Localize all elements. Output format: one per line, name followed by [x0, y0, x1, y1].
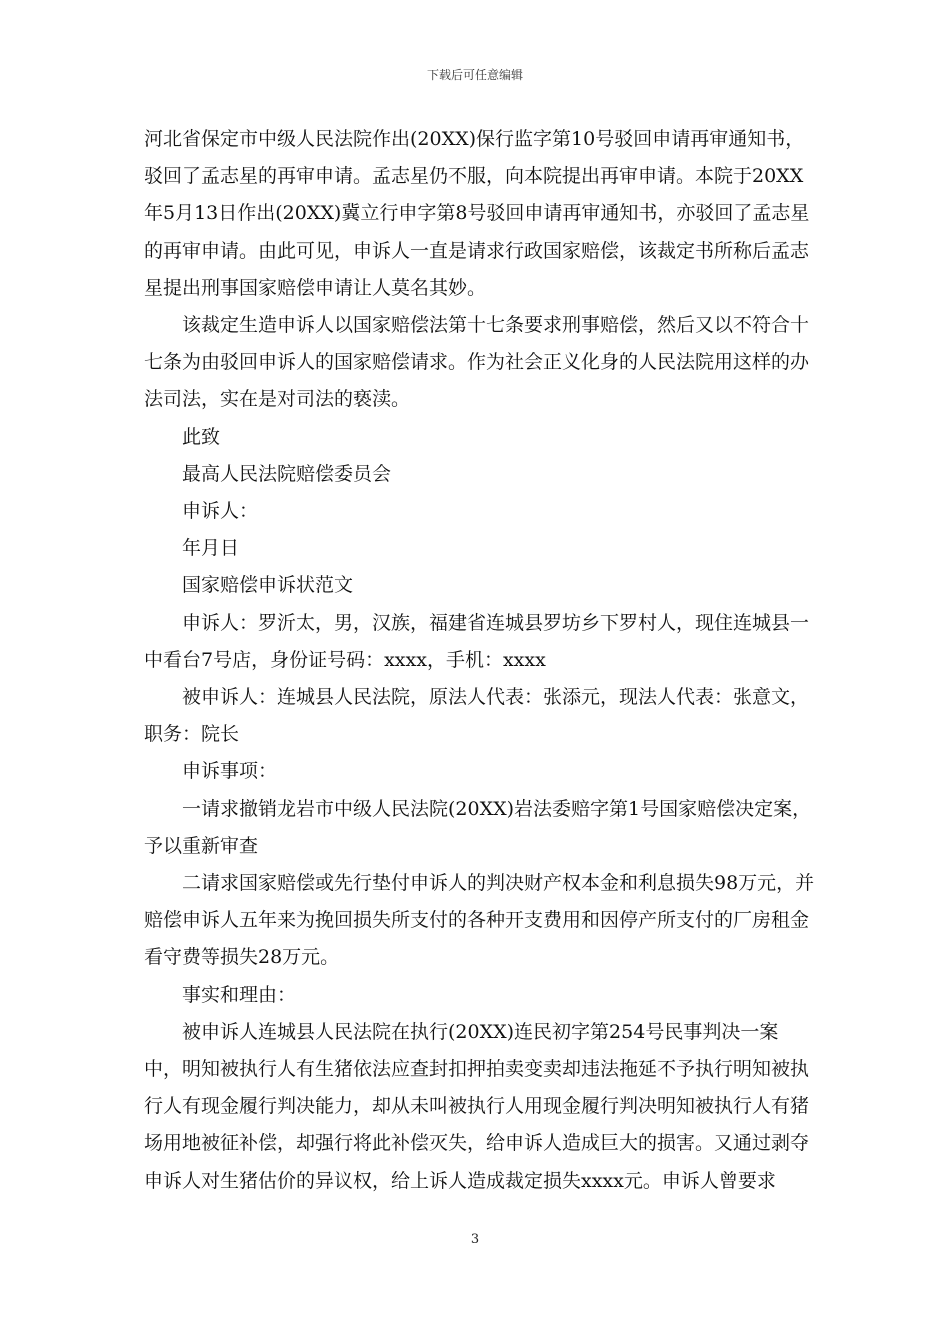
- paragraph: 事实和理由：: [144, 983, 297, 1006]
- paragraph: 该裁定生造申诉人以国家赔偿法第十七条要求刑事赔偿，然后又以不符合十七条为由驳回申诉人的国家赔偿请求。作为社会正义化身的人民法院用这样的办法司法，实在是对司法的亵渎。: [144, 314, 810, 411]
- paragraph: 河北省保定市中级人民法院作出(20XX)保行监字第10号驳回申请再审通知书，驳回了孟志星的再审申请。孟志星仍不服，向本院提出再审申请。本院于20XX年5月13日作出(20XX)冀立行申字第8号驳回申请再审通知书，亦驳回了孟志星的再审申请。由此可见，申诉人一直是请求行政国家赔偿，该裁定书所称后孟志星提出刑事国家赔偿申请让人莫名其妙。: [144, 128, 810, 299]
- page-header: 下载后可任意编辑: [426, 68, 523, 82]
- paragraph: 被申诉人：连城县人民法院，原法人代表：张添元，现法人代表：张意文，职务：院长: [144, 686, 810, 746]
- paragraph: 被申诉人连城县人民法院在执行(20XX)连民初字第254号民事判决一案中，明知被执行人有生猪依法应查封扣押拍卖变卖却违法拖延不予执行明知被执行人有现金履行判决能力，却从未叫被执行人用现金履行判决明知被执行人有猪场用地被征补偿，却强行将此补偿灭失，给申诉人造成巨大的损害。又通过剥夺申诉人对生猪估价的异议权，给上诉人造成裁定损失xxxx元。申诉人曾要求: [144, 1020, 810, 1192]
- paragraph: 一请求撤销龙岩市中级人民法院(20XX)岩法委赔字第1号国家赔偿决定案，予以重新审查: [144, 797, 812, 857]
- paragraph: 申诉人：罗沂太，男，汉族，福建省连城县罗坊乡下罗村人，现住连城县一中看台7号店，身份证号码：xxxx，手机：xxxx: [144, 611, 810, 671]
- paragraph: 最高人民法院赔偿委员会: [144, 462, 392, 485]
- paragraph: 二请求国家赔偿或先行垫付申诉人的判决财产权本金和利息损失98万元，并赔偿申诉人五年来为挽回损失所支付的各种开支费用和因停产所支付的厂房租金看守费等损失28万元。: [144, 872, 815, 969]
- document-body: [144, 121, 816, 1200]
- paragraph: 申诉事项：: [144, 760, 278, 783]
- paragraph: 国家赔偿申诉状范文: [144, 574, 354, 597]
- paragraph: 申诉人：: [144, 500, 259, 523]
- page-number: 3: [470, 1232, 480, 1247]
- paragraph: 此致: [144, 425, 221, 448]
- paragraph: 年月日: [144, 537, 240, 560]
